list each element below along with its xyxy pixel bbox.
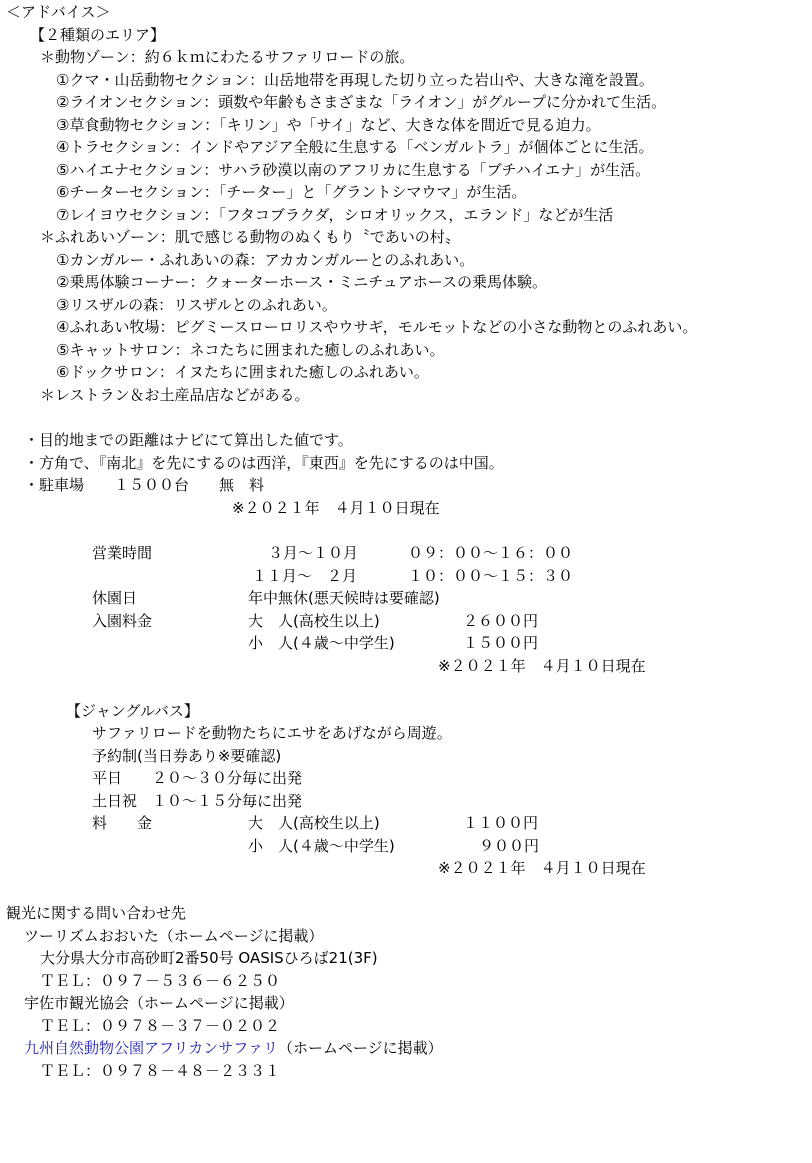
closed-value: 年中無休(悪天候時は要確認) [248,589,440,607]
animal-zone-item: ⑥チーターセクション：「チーター」と「グラントシマウマ」が生活。 [56,183,527,201]
admission-price: ２６００円 [463,612,539,630]
jungle-bus-asof: ※２０２１年 ４月１０日現在 [438,859,646,877]
animal-zone-item: ①クマ・山岳動物セクション：山岳地帯を再現した切り立った岩山や、大きな滝を設置。 [56,71,654,89]
tourism-oita-tel: ＴＥＬ：０９７－５３６－６２５０ [40,972,281,990]
jungle-bus-who: 小 人(４歳～中学生) [248,837,395,855]
hours-period: １１月～ ２月 [252,567,358,585]
contact-zone-item: ⑤キャットサロン：ネコたちに囲まれた癒しのふれあい。 [56,341,445,359]
usa-tel: ＴＥＬ：０９７８－３７－０２０２ [40,1017,281,1035]
jungle-bus-reservation: 予約制(当日券あり※要確認) [92,747,282,765]
animal-zone-item: ③草食動物セクション：「キリン」や「サイ」など、大きな体を間近で見る迫力。 [56,116,601,134]
animal-zone-title: ＊動物ゾーン：約６ｋｍにわたるサファリロードの旅。 [40,48,415,66]
admission-price: １５００円 [463,634,539,652]
animal-zone-item: ⑤ハイエナセクション：サハラ砂漠以南のアフリカに生息する「ブチハイエナ」が生活。 [56,161,651,179]
hours-time: ０９：００～１６：００ [408,544,574,562]
contact-zone-item: ④ふれあい牧場：ピグミースローロリスやウサギ，モルモットなどの小さな動物とのふれあい。 [56,318,698,336]
tourism-oita: ツーリズムおおいた（ホームページに掲載） [24,927,324,945]
note-direction: ・方角で、『南北』を先にするのは西洋，『東西』を先にするのは中国。 [24,454,504,472]
animal-zone-item: ④トラセクション：インドやアジア全般に生息する「ベンガルトラ」が個体ごとに生活。 [56,138,654,156]
contact-zone-item: ③リスザルの森：リスザルとのふれあい。 [56,296,337,314]
admission-who: 小 人(４歳～中学生) [248,634,395,652]
admission-label: 入園料金 [92,612,153,630]
area-title: 【２種類のエリア】 [30,26,166,44]
jungle-bus-who: 大 人(高校生以上) [248,814,380,832]
admission-asof: ※２０２１年 ４月１０日現在 [438,657,646,675]
jungle-bus-weekday: 平日 ２０～３０分毎に出発 [92,769,303,787]
restaurant-note: ＊レストラン＆お土産品店などがある。 [40,386,310,404]
closed-label: 休園日 [92,589,138,607]
safari-note: （ホームページに掲載） [277,1039,443,1057]
hours-period: ３月～１０月 [268,544,359,562]
jungle-bus-price: １１００円 [463,814,539,832]
usa-tourism: 宇佐市観光協会（ホームページに掲載） [24,994,294,1012]
safari-tel: ＴＥＬ：０９７８－４８－２３３１ [40,1062,281,1080]
tourism-oita-address: 大分県大分市高砂町2番50号 OASISひろば21(3F) [40,949,378,967]
note-parking: ・駐車場 １５００台 無 料 [24,476,265,494]
hours-label: 営業時間 [92,544,153,562]
safari-line [24,1038,443,1058]
jungle-bus-price: ９００円 [479,837,540,855]
contact-zone-item: ⑥ドックサロン：イヌたちに囲まれた癒しのふれあい。 [56,363,429,381]
advice-heading: ＜アドバイス＞ [6,3,111,21]
parking-asof: ※２０２１年 ４月１０日現在 [232,499,440,517]
safari-link[interactable]: 九州自然動物公園アフリカンサファリ [24,1039,278,1057]
jungle-bus-weekend: 土日祝 １０～１５分毎に出発 [92,792,303,810]
note-distance: ・目的地までの距離はナビにて算出した値です。 [24,431,353,449]
admission-who: 大 人(高校生以上) [248,612,380,630]
hours-time: １０：００～１５：３０ [408,567,574,585]
animal-zone-item: ⑦レイヨウセクション：「フタコブラクダ，シロオリックス，エランド」などが生活 [56,206,614,224]
inquiry-title: 観光に関する問い合わせ先 [6,904,187,922]
jungle-bus-desc: サファリロードを動物たちにエサをあげながら周遊。 [92,724,452,742]
jungle-bus-title: 【ジャングルバス】 [66,702,199,720]
animal-zone-item: ②ライオンセクション：頭数や年齢もさまざまな「ライオン」がグループに分かれて生活。 [56,93,667,111]
contact-zone-title: ＊ふれあいゾーン：肌で感じる動物のぬくもり〝であいの村〟 [40,228,460,246]
contact-zone-item: ①カンガルー・ふれあいの森：アカカンガルーとのふれあい。 [56,251,475,269]
jungle-bus-fee-label: 料 金 [92,814,153,832]
contact-zone-item: ②乗馬体験コーナー：クォーターホース・ミニチュアホースの乗馬体験。 [56,273,548,291]
